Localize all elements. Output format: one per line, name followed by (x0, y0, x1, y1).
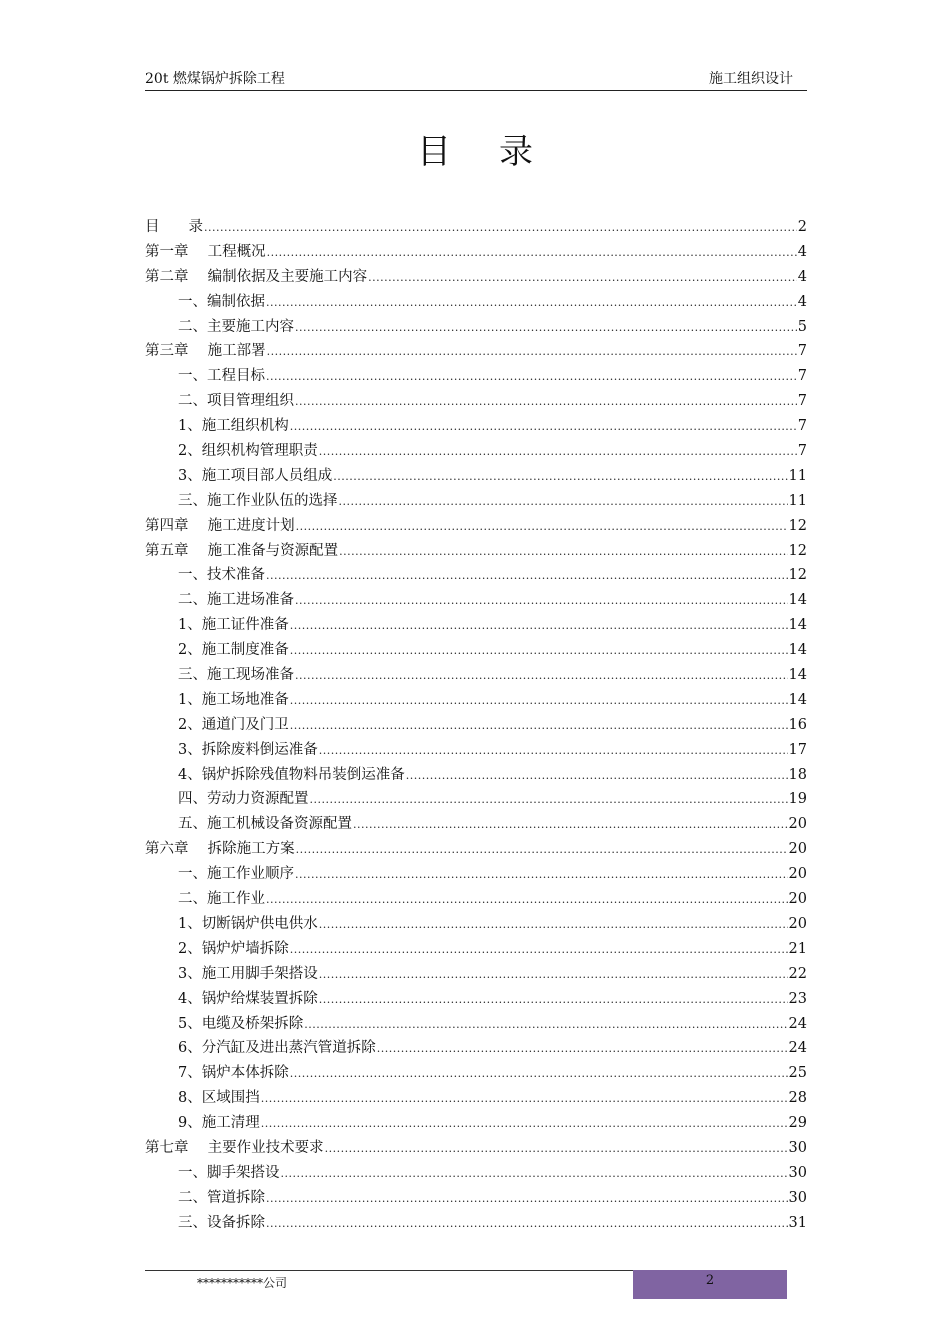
toc-entry-page: 19 (788, 791, 807, 808)
toc-entry-label: 三、施工现场准备 (178, 667, 294, 684)
toc-entry[interactable] (145, 1086, 807, 1111)
toc-entry[interactable] (145, 1136, 807, 1161)
toc-entry[interactable] (145, 489, 807, 514)
toc-entry[interactable] (145, 265, 807, 290)
toc-entry-page: 4 (797, 243, 807, 260)
toc-entry-label: 第六章 拆除施工方案 (145, 841, 295, 858)
toc-entry-page: 18 (788, 766, 807, 783)
toc-entry-page: 14 (788, 617, 807, 634)
toc-entry-label: 第一章 工程概况 (145, 243, 266, 260)
toc-entry[interactable] (145, 663, 807, 688)
toc-entry-label: 一、工程目标 (178, 368, 265, 385)
toc-entry-page: 16 (788, 716, 807, 733)
toc-entry-page: 28 (788, 1090, 807, 1107)
toc-dot-leader (319, 968, 788, 981)
toc-entry-label: 二、管道拆除 (178, 1189, 265, 1206)
toc-entry-label: 5、电缆及桥架拆除 (178, 1015, 304, 1032)
toc-entry-page: 4 (797, 293, 807, 310)
toc-entry-page: 30 (788, 1164, 807, 1181)
footer-divider (145, 1270, 633, 1271)
toc-entry[interactable] (145, 389, 807, 414)
toc-entry-label: 4、锅炉给煤装置拆除 (178, 990, 318, 1007)
toc-dot-leader (304, 1018, 787, 1031)
toc-entry-page: 12 (788, 567, 807, 584)
toc-entry-page: 29 (788, 1115, 807, 1132)
toc-entry-page: 11 (788, 492, 807, 509)
toc-entry[interactable] (145, 787, 807, 812)
toc-entry[interactable] (145, 514, 807, 539)
toc-entry-label: 2、锅炉炉墙拆除 (178, 940, 289, 957)
toc-entry-page: 17 (788, 741, 807, 758)
toc-entry-label: 4、锅炉拆除残值物料吊装倒运准备 (178, 766, 405, 783)
toc-entry-label: 3、施工用脚手架搭设 (178, 965, 318, 982)
toc-entry-label: 第三章 施工部署 (145, 343, 266, 360)
toc-entry[interactable] (145, 290, 807, 315)
toc-dot-leader (266, 1217, 788, 1230)
toc-entry[interactable] (145, 937, 807, 962)
toc-entry-page: 7 (797, 418, 807, 435)
toc-entry[interactable] (145, 1186, 807, 1211)
table-of-contents (145, 215, 807, 1236)
toc-dot-leader (290, 420, 797, 433)
toc-entry-label: 1、施工证件准备 (178, 617, 289, 634)
toc-entry[interactable] (145, 1036, 807, 1061)
toc-entry[interactable] (145, 464, 807, 489)
toc-dot-leader (261, 1117, 788, 1130)
toc-entry-page: 20 (788, 866, 807, 883)
toc-entry-page: 22 (788, 965, 807, 982)
toc-entry[interactable] (145, 987, 807, 1012)
toc-dot-leader (266, 893, 788, 906)
toc-entry-label: 一、脚手架搭设 (178, 1164, 280, 1181)
toc-dot-leader (333, 470, 787, 483)
toc-entry[interactable] (145, 364, 807, 389)
page-title: 目录 (417, 132, 581, 172)
toc-dot-leader (290, 719, 788, 732)
toc-entry[interactable] (145, 638, 807, 663)
toc-entry-label: 3、拆除废料倒运准备 (178, 741, 318, 758)
toc-entry-label: 目 录 (145, 219, 203, 235)
toc-dot-leader (325, 1142, 788, 1155)
toc-dot-leader (295, 669, 788, 682)
toc-entry-label: 二、施工作业 (178, 891, 265, 908)
toc-dot-leader (290, 1067, 788, 1080)
toc-dot-leader (290, 943, 788, 956)
toc-entry-label: 五、施工机械设备资源配置 (178, 816, 352, 833)
toc-entry[interactable] (145, 763, 807, 788)
toc-entry[interactable] (145, 240, 807, 265)
toc-entry-page: 25 (788, 1065, 807, 1082)
toc-entry[interactable] (145, 887, 807, 912)
toc-entry-label: 一、技术准备 (178, 567, 265, 584)
toc-entry-label: 二、项目管理组织 (178, 393, 294, 410)
toc-entry-label: 第五章 施工准备与资源配置 (145, 542, 339, 559)
toc-entry-label: 2、施工制度准备 (178, 642, 289, 659)
toc-entry[interactable] (145, 713, 807, 738)
toc-entry-label: 1、切断锅炉供电供水 (178, 915, 318, 932)
toc-entry-label: 四、劳动力资源配置 (178, 791, 309, 808)
toc-entry-page: 24 (788, 1015, 807, 1032)
toc-entry-page: 20 (788, 915, 807, 932)
toc-dot-leader (295, 321, 797, 334)
toc-entry-page: 2 (797, 219, 807, 235)
toc-entry-page: 24 (788, 1040, 807, 1057)
toc-entry[interactable] (145, 563, 807, 588)
toc-entry[interactable] (145, 837, 807, 862)
toc-entry-page: 5 (797, 318, 807, 335)
toc-entry-page: 30 (788, 1189, 807, 1206)
toc-dot-leader (296, 520, 788, 533)
toc-dot-leader (319, 744, 788, 757)
toc-dot-leader (267, 345, 797, 358)
toc-entry-label: 二、施工进场准备 (178, 592, 294, 609)
toc-entry-label: 8、区域围挡 (178, 1090, 260, 1107)
toc-entry-label: 1、施工组织机构 (178, 418, 289, 435)
toc-entry[interactable] (145, 1161, 807, 1186)
toc-entry-page: 7 (797, 443, 807, 460)
toc-entry-label: 3、施工项目部人员组成 (178, 467, 333, 484)
footer-page-number: 2 (633, 1270, 787, 1299)
toc-entry-page: 14 (788, 667, 807, 684)
toc-dot-leader (266, 370, 797, 383)
toc-dot-leader (290, 619, 788, 632)
toc-entry-label: 一、编制依据 (178, 293, 265, 310)
toc-entry-label: 第七章 主要作业技术要求 (145, 1139, 324, 1156)
toc-dot-leader (295, 868, 788, 881)
toc-entry-page: 12 (788, 542, 807, 559)
toc-entry[interactable] (145, 414, 807, 439)
toc-entry[interactable] (145, 738, 807, 763)
toc-entry-page: 14 (788, 691, 807, 708)
toc-dot-leader (290, 694, 788, 707)
header-document-type: 施工组织设计 (709, 71, 793, 87)
toc-entry-page: 14 (788, 592, 807, 609)
toc-entry[interactable] (145, 315, 807, 340)
toc-entry[interactable] (145, 215, 807, 240)
toc-entry[interactable] (145, 812, 807, 837)
toc-dot-leader (319, 445, 797, 458)
toc-dot-leader (295, 594, 788, 607)
toc-dot-leader (368, 271, 797, 284)
toc-entry[interactable] (145, 862, 807, 887)
toc-entry-label: 7、锅炉本体拆除 (178, 1065, 289, 1082)
toc-entry[interactable] (145, 1111, 807, 1136)
toc-entry[interactable] (145, 1211, 807, 1236)
toc-dot-leader (290, 644, 788, 657)
toc-dot-leader (296, 843, 788, 856)
toc-entry[interactable] (145, 912, 807, 937)
toc-dot-leader (281, 1167, 788, 1180)
toc-entry[interactable] (145, 339, 807, 364)
toc-entry-page: 20 (788, 841, 807, 858)
toc-entry-page: 12 (788, 517, 807, 534)
toc-dot-leader (353, 818, 788, 831)
toc-entry-label: 三、设备拆除 (178, 1214, 265, 1231)
toc-entry-label: 一、施工作业顺序 (178, 866, 294, 883)
toc-entry-label: 1、施工场地准备 (178, 691, 289, 708)
toc-entry-page: 20 (788, 816, 807, 833)
toc-entry-label: 三、施工作业队伍的选择 (178, 492, 338, 509)
toc-entry-page: 14 (788, 642, 807, 659)
toc-entry[interactable] (145, 613, 807, 638)
toc-dot-leader (266, 296, 797, 309)
toc-entry-page: 4 (797, 268, 807, 285)
toc-dot-leader (319, 918, 788, 931)
toc-entry-page: 11 (788, 467, 807, 484)
toc-entry[interactable] (145, 1012, 807, 1037)
toc-entry-page: 31 (788, 1214, 807, 1231)
toc-entry-page: 23 (788, 990, 807, 1007)
page-header (145, 68, 807, 91)
toc-entry-label: 二、主要施工内容 (178, 318, 294, 335)
toc-dot-leader (267, 246, 797, 259)
toc-entry-label: 第四章 施工进度计划 (145, 517, 295, 534)
toc-dot-leader (266, 569, 788, 582)
header-project-title: 20t 燃煤锅炉拆除工程 (145, 71, 285, 87)
toc-entry[interactable] (145, 439, 807, 464)
toc-entry[interactable] (145, 1061, 807, 1086)
toc-dot-leader (295, 395, 797, 408)
toc-dot-leader (266, 1192, 788, 1205)
toc-entry[interactable] (145, 688, 807, 713)
toc-entry[interactable] (145, 539, 807, 564)
toc-entry-label: 2、通道门及门卫 (178, 716, 289, 733)
toc-entry[interactable] (145, 962, 807, 987)
toc-entry-page: 7 (797, 368, 807, 385)
footer-company: ***********公司 (197, 1276, 288, 1290)
toc-entry-label: 9、施工清理 (178, 1115, 260, 1132)
toc-entry-page: 20 (788, 891, 807, 908)
toc-dot-leader (406, 769, 788, 782)
toc-entry-page: 21 (788, 940, 807, 957)
toc-dot-leader (261, 1092, 788, 1105)
toc-entry-page: 30 (788, 1139, 807, 1156)
toc-dot-leader (339, 495, 788, 508)
toc-entry-label: 第二章 编制依据及主要施工内容 (145, 268, 368, 285)
toc-entry-page: 7 (797, 393, 807, 410)
toc-dot-leader (204, 221, 797, 234)
toc-dot-leader (319, 993, 788, 1006)
toc-entry-label: 6、分汽缸及进出蒸汽管道拆除 (178, 1040, 376, 1057)
toc-dot-leader (310, 793, 788, 806)
toc-entry-label: 2、组织机构管理职责 (178, 443, 318, 460)
toc-dot-leader (339, 545, 787, 558)
toc-entry[interactable] (145, 588, 807, 613)
toc-entry-page: 7 (797, 343, 807, 360)
toc-dot-leader (377, 1042, 788, 1055)
